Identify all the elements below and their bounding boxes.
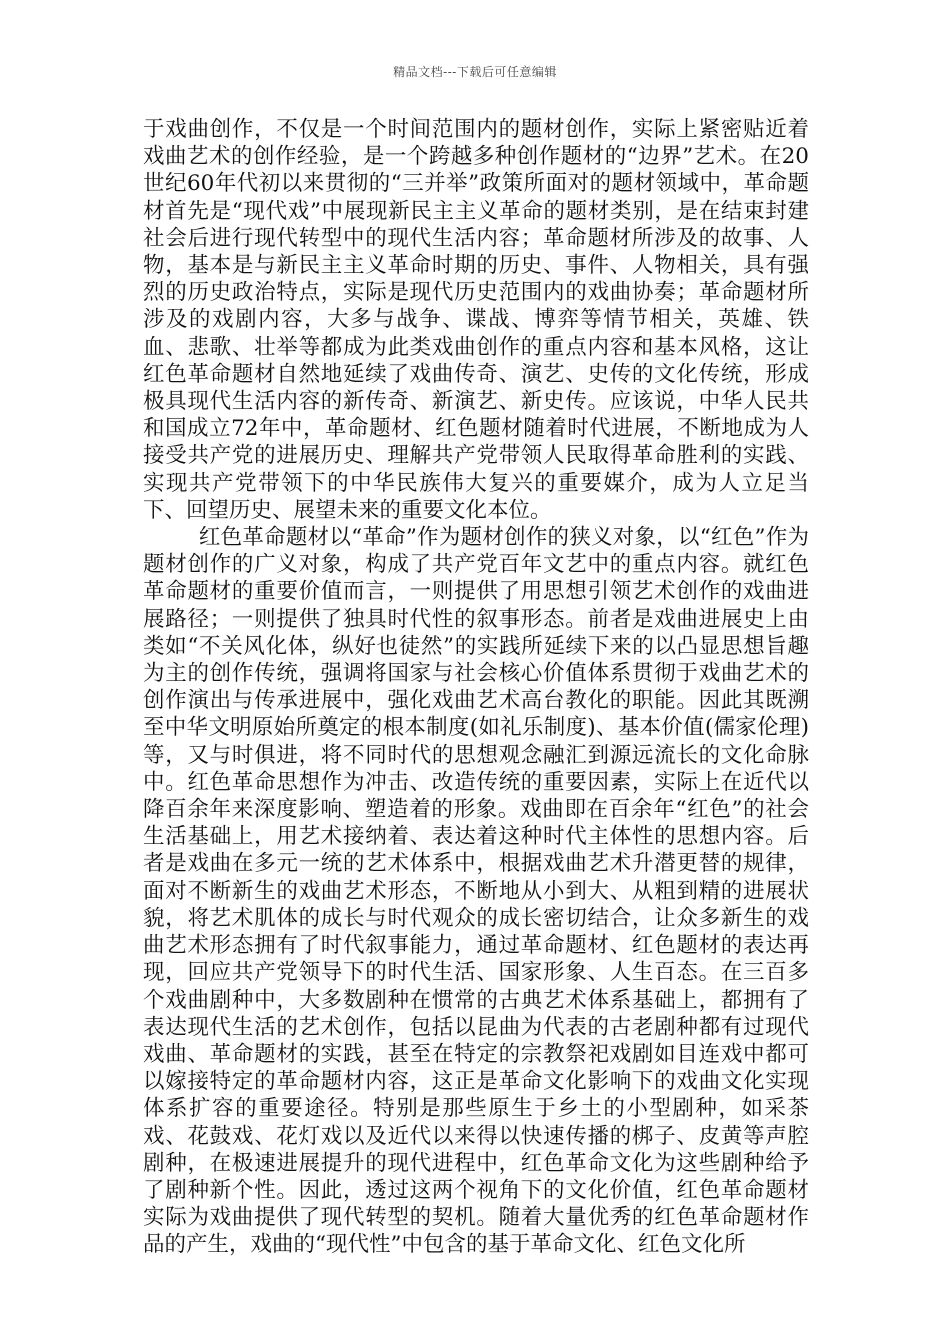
paragraph-1: 于戏曲创作，不仅是一个时间范围内的题材创作，实际上紧密贴近着戏曲艺术的创作经验，是一个跨越多种创作题材的“边界”艺术。在20世纪60年代初以来贯彻的“三并举”政策所面对的题材领域中，革命题材首先是“现代戏”中展现新民主主义革命的题材类别，是在结束封建社会后进行现代转型中的现代生活内容；革命题材所涉及的故事、人物，基本是与新民主主义革命时期的历史、事件、人物相关，具有强烈的历史政治特点，实际是现代历史范围内的戏曲协奏；革命题材所涉及的戏剧内容，大多与战争、谍战、博弈等情节相关，英雄、铁血、悲歌、壮举等都成为此类戏曲创作的重点内容和基本风格，这让红色革命题材自然地延续了戏曲传奇、演艺、史传的文化传统，形成极具现代生活内容的新传奇、新演艺、新史传。应该说，中华人民共和国成立72年中，革命题材、红色题材随着时代进展，不断地成为人接受共产党的进展历史、理解共产党带领人民取得革命胜利的实践、实现共产党带领下的中华民族伟大复兴的重要媒介，成为人立足当下、回望历史、展望未来的重要文化本位。	[143, 117, 809, 523]
document-body	[143, 116, 809, 1259]
paragraph-2: 红色革命题材以“革命”作为题材创作的狭义对象，以“红色”作为题材创作的广义对象，构成了共产党百年文艺中的重点内容。就红色革命题材的重要价值而言，一则提供了用思想引领艺术创作的戏曲进展路径；一则提供了独具时代性的叙事形态。前者是戏曲进展史上由类如“不关风化体，纵好也徒然”的实践所延续下来的以凸显思想旨趣为主的创作传统，强调将国家与社会核心价值体系贯彻于戏曲艺术的创作演出与传承进展中，强化戏曲艺术高台教化的职能。因此其既溯至中华文明原始所奠定的根本制度(如礼乐制度)、基本价值(儒家伦理)等，又与时俱进，将不同时代的思想观念融汇到源远流长的文化命脉中。红色革命思想作为冲击、改造传统的重要因素，实际上在近代以降百余年来深度影响、塑造着的形象。戏曲即在百余年“红色”的社会生活基础上，用艺术接纳着、表达着这种时代主体性的思想内容。后者是戏曲在多元一统的艺术体系中，根据戏曲艺术升潜更替的规律，面对不断新生的戏曲艺术形态，不断地从小到大、从粗到精的进展状貌，将艺术肌体的成长与时代观众的成长密切结合，让众多新生的戏曲艺术形态拥有了时代叙事能力，通过革命题材、红色题材的表达再现，回应共产党领导下的时代生活、国家形象、人生百态。在三百多个戏曲剧种中，大多数剧种在惯常的古典艺术体系基础上，都拥有了表达现代生活的艺术创作，包括以昆曲为代表的古老剧种都有过现代戏曲、革命题材的实践，甚至在特定的宗教祭祀戏剧如目连戏中都可以嫁接特定的革命题材内容，这正是革命文化影响下的戏曲文化实现体系扩容的重要途径。特别是那些原生于乡土的小型剧种，如采茶戏、花鼓戏、花灯戏以及近代以来得以快速传播的梆子、皮黄等声腔剧种，在极速进展提升的现代进程中，红色革命文化为这些剧种给予了剧种新个性。因此，透过这两个视角下的文化价值，红色革命题材实际为戏曲提供了现代转型的契机。随着大量优秀的红色革命题材作品的产生，戏曲的“现代性”中包含的基于革命文化、红色文化所	[143, 525, 809, 1258]
page-header: 精品文档---下载后可任意编辑	[393, 65, 557, 79]
